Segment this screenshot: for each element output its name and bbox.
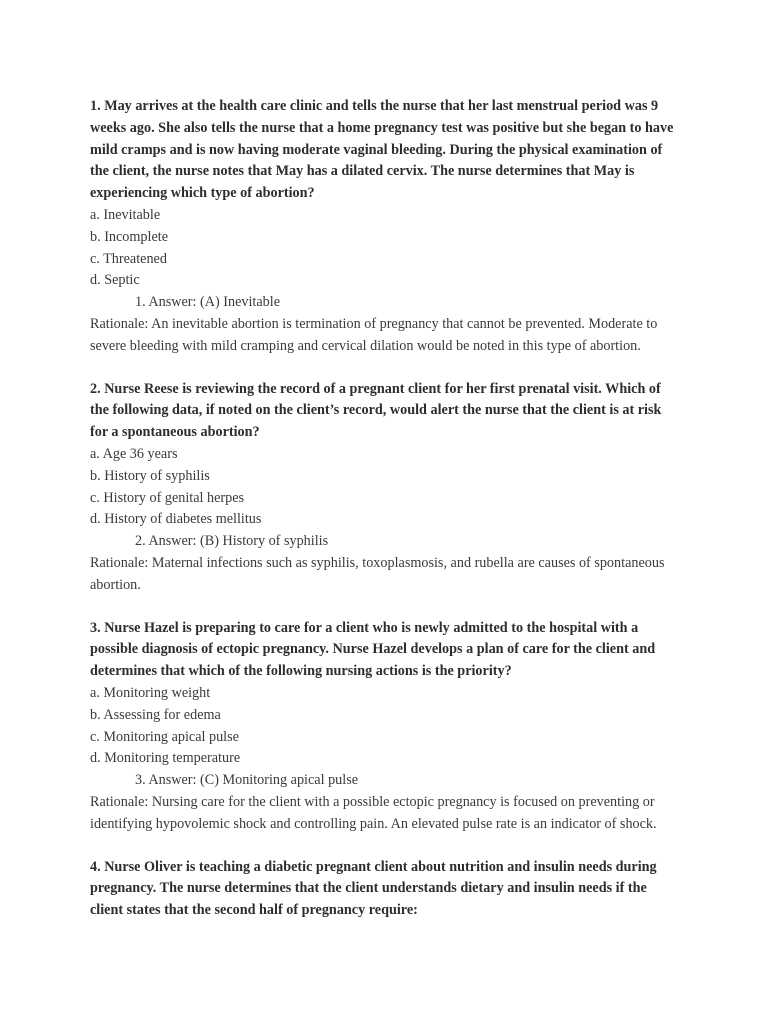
option-b: b. History of syphilis	[90, 467, 210, 484]
question-4	[90, 857, 682, 922]
option-a: a. Monitoring weight	[90, 684, 211, 701]
option-c: c. Threatened	[90, 250, 167, 267]
question-text: 3. Nurse Hazel is preparing to care for a client who is newly admitted to the hospital with a possible diagnosis of ectopic pregnancy. Nurse Hazel develops a plan of care for the client and determines that which of the following nursing actions is the priority?	[90, 619, 656, 680]
option-c: c. History of genital herpes	[90, 489, 245, 506]
option-d: d. Septic	[90, 272, 140, 289]
answer-line: 3. Answer: (C) Monitoring apical pulse	[135, 772, 359, 789]
document-page	[90, 96, 682, 943]
option-b: b. Incomplete	[90, 228, 169, 245]
option-d: d. History of diabetes mellitus	[90, 511, 262, 528]
question-2	[90, 379, 682, 597]
option-c: c. Monitoring apical pulse	[90, 728, 239, 745]
question-3	[90, 618, 682, 836]
question-text: 4. Nurse Oliver is teaching a diabetic pregnant client about nutrition and insulin needs during pregnancy. The nurse determines that the client understands dietary and insulin needs if the client states that the second half of pregnancy require:	[90, 858, 657, 919]
question-1	[90, 96, 682, 358]
rationale-text: Rationale: An inevitable abortion is termination of pregnancy that cannot be prevented. Moderate to severe bleeding with mild cramping and cervical dilation would be noted in this type of abortion.	[90, 315, 658, 354]
question-text: 1. May arrives at the health care clinic and tells the nurse that her last menstrual period was 9 weeks ago. She also tells the nurse that a home pregnancy test was positive but she began to have mild cramps and is now having moderate vaginal bleeding. During the physical examination of the client, the nurse notes that May has a dilated cervix. The nurse determines that May is experiencing which type of abortion?	[90, 98, 674, 202]
option-a: a. Inevitable	[90, 206, 161, 223]
rationale-text: Rationale: Nursing care for the client with a possible ectopic pregnancy is focused on preventing or identifying hypovolemic shock and controlling pain. An elevated pulse rate is an indicator of shock.	[90, 793, 657, 832]
question-text: 2. Nurse Reese is reviewing the record of a pregnant client for her first prenatal visit. Which of the following data, if noted on the client’s record, would alert the nurse that the client is at risk for a spontaneous abortion?	[90, 380, 662, 441]
option-b: b. Assessing for edema	[90, 706, 221, 723]
option-a: a. Age 36 years	[90, 445, 178, 462]
answer-line: 2. Answer: (B) History of syphilis	[135, 533, 329, 550]
answer-line: 1. Answer: (A) Inevitable	[135, 294, 280, 311]
option-d: d. Monitoring temperature	[90, 750, 241, 767]
rationale-text: Rationale: Maternal infections such as syphilis, toxoplasmosis, and rubella are causes of spontaneous abortion.	[90, 554, 665, 593]
